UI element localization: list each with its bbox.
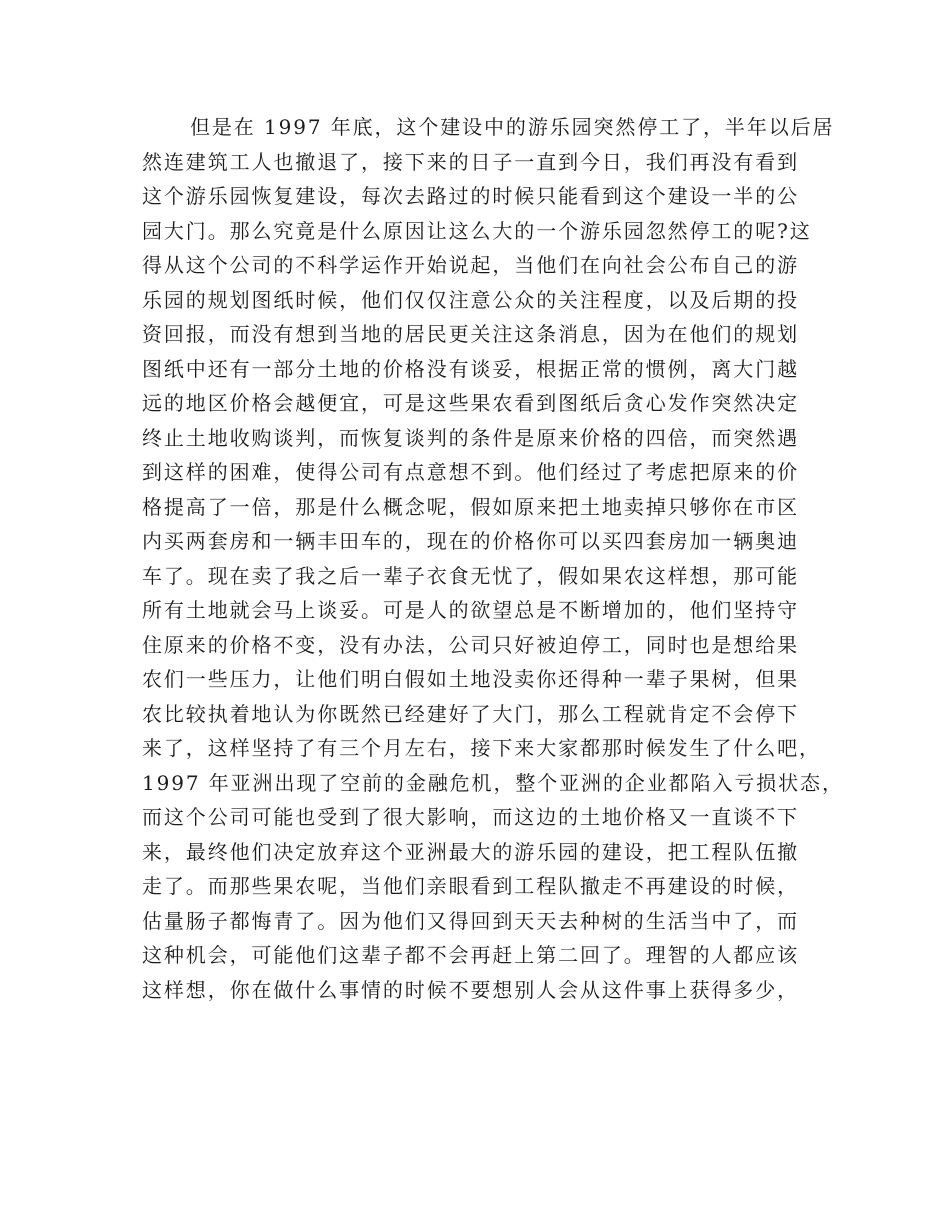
text-line: 园大门。那么究竟是什么原因让这么大的一个游乐园忽然停工的呢?这 xyxy=(142,218,812,243)
text-line: 但是在 1997 年底，这个建设中的游乐园突然停工了，半年以后居 xyxy=(190,115,835,139)
text-line: 资回报，而没有想到当地的居民更关注这条消息，因为在他们的规划 xyxy=(142,322,799,346)
text-line: 1997 年亚洲出现了空前的金融危机，整个亚洲的企业都陷入亏损状态， xyxy=(142,770,844,795)
text-line: 图纸中还有一部分土地的价格没有谈妥，根据正常的惯例，离大门越 xyxy=(142,356,799,381)
text-line: 这种机会，可能他们这辈子都不会再赶上第二回了。理智的人都应该 xyxy=(142,943,799,967)
text-line: 终止土地收购谈判，而恢复谈判的条件是原来价格的四倍，而突然遇 xyxy=(142,425,799,450)
text-line: 远的地区价格会越便宜，可是这些果农看到图纸后贪心发作突然决定 xyxy=(142,391,799,415)
text-line: 农们一些压力，让他们明白假如土地没卖你还得种一辈子果树，但果 xyxy=(142,667,799,691)
text-line: 而这个公司可能也受到了很大影响，而这边的土地价格又一直谈不下 xyxy=(142,805,799,829)
text-line: 农比较执着地认为你既然已经建好了大门，那么工程就肯定不会停下 xyxy=(142,701,799,726)
text-line: 所有土地就会马上谈妥。可是人的欲望总是不断增加的，他们坚持守 xyxy=(142,598,799,622)
text-line: 格提高了一倍，那是什么概念呢，假如原来把土地卖掉只够你在市区 xyxy=(142,494,799,519)
text-line: 车了。现在卖了我之后一辈子衣食无忧了，假如果农这样想，那可能 xyxy=(142,563,799,588)
text-line: 得从这个公司的不科学运作开始说起，当他们在向社会公布自己的游 xyxy=(142,253,799,277)
text-line: 估量肠子都悔青了。因为他们又得回到天天去种树的生活当中了，而 xyxy=(142,908,799,933)
text-line: 然连建筑工人也撤退了，接下来的日子一直到今日，我们再没有看到 xyxy=(142,149,799,174)
text-line: 这个游乐园恢复建设，每次去路过的时候只能看到这个建设一半的公 xyxy=(142,184,799,208)
text-line: 这样想，你在做什么事情的时候不要想别人会从这件事上获得多少， xyxy=(142,977,799,1002)
text-line: 来了，这样坚持了有三个月左右，接下来大家都那时候发生了什么吧， xyxy=(142,736,821,760)
text-line: 走了。而那些果农呢，当他们亲眼看到工程队撤走不再建设的时候， xyxy=(142,874,799,898)
text-line: 来，最终他们决定放弃这个亚洲最大的游乐园的建设，把工程队伍撤 xyxy=(142,839,799,864)
text-line: 住原来的价格不变，没有办法，公司只好被迫停工，同时也是想给果 xyxy=(142,632,799,657)
text-line: 乐园的规划图纸时候，他们仅仅注意公众的关注程度，以及后期的投 xyxy=(142,287,799,312)
text-line: 到这样的困难，使得公司有点意想不到。他们经过了考虑把原来的价 xyxy=(142,460,799,484)
text-line: 内买两套房和一辆丰田车的，现在的价格你可以买四套房加一辆奥迪 xyxy=(142,529,799,553)
body-paragraph xyxy=(142,110,844,1007)
